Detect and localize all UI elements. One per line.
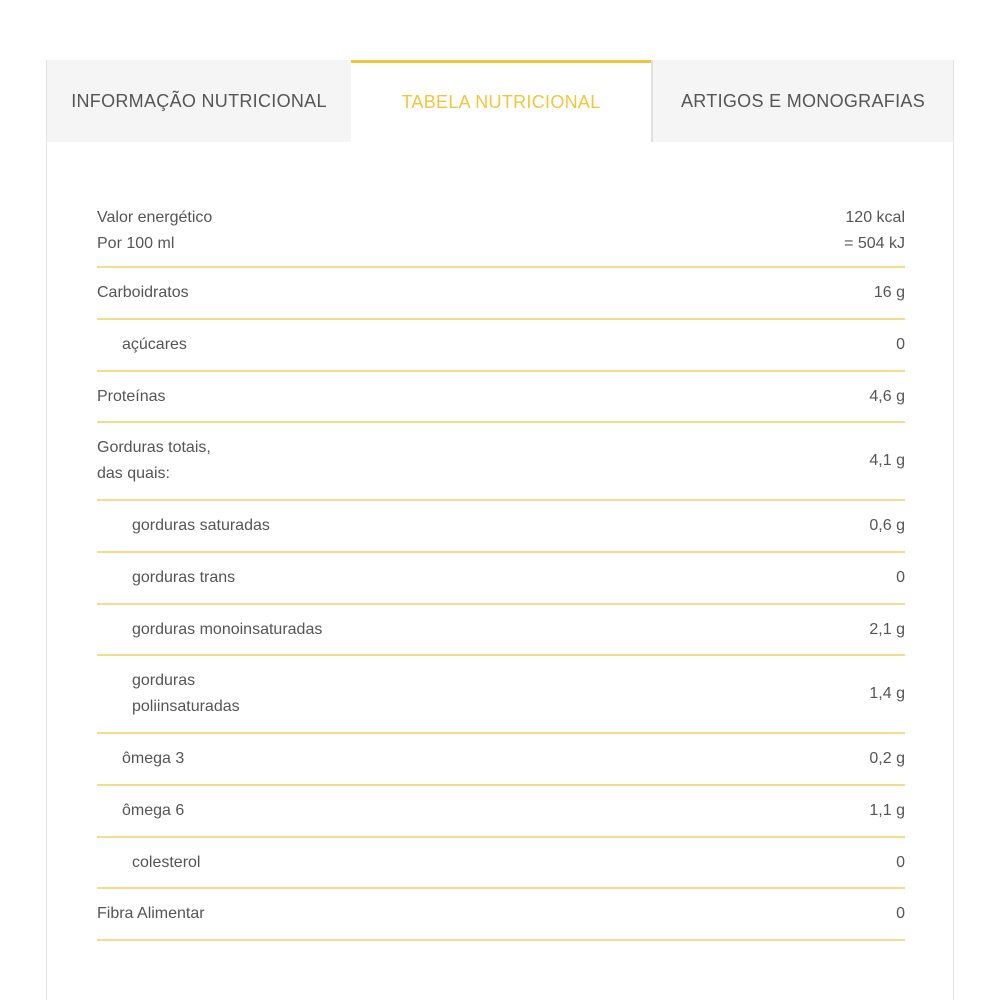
row-value: 1,4 g [869, 685, 905, 702]
nutrition-table [97, 195, 905, 941]
row-value: 16 g [873, 284, 905, 301]
tab-artigos-e-monografias[interactable]: ARTIGOS E MONOGRAFIAS [651, 60, 953, 142]
row-value: 0,2 g [869, 750, 905, 767]
row-label: gorduras poliinsaturadas [132, 672, 240, 715]
row-label: Proteínas [97, 387, 166, 405]
row-label: ômega 3 [122, 750, 185, 767]
table-row [97, 268, 905, 320]
tab-tabela-nutricional[interactable]: TABELA NUTRICIONAL [351, 60, 651, 142]
table-row [97, 320, 905, 372]
table-row [97, 553, 905, 605]
table-row [97, 786, 905, 838]
row-label: açúcares [122, 336, 187, 353]
table-row [97, 501, 905, 553]
row-value: 2,1 g [869, 620, 905, 638]
table-row [97, 372, 905, 423]
row-value: 4,6 g [869, 387, 905, 405]
row-value: 0,6 g [869, 517, 905, 534]
table-row [97, 195, 905, 268]
tab-informacao-nutricional[interactable]: INFORMAÇÃO NUTRICIONAL [47, 60, 351, 142]
row-label: Carboidratos [97, 284, 189, 301]
row-label: Fibra Alimentar [97, 905, 205, 922]
row-value: 120 kcal = 504 kJ [844, 208, 905, 252]
row-label: Valor energético Por 100 ml [97, 208, 213, 252]
row-label: gorduras saturadas [132, 517, 270, 534]
row-label: gorduras monoinsaturadas [132, 620, 323, 638]
row-value: 0 [896, 336, 905, 353]
row-value: 0 [896, 569, 905, 586]
table-row [97, 889, 905, 941]
tab-bar [47, 60, 953, 142]
table-row [97, 656, 905, 734]
row-label: gorduras trans [132, 569, 236, 586]
nutrition-panel [46, 60, 954, 1000]
row-value: 1,1 g [869, 802, 905, 819]
row-value: 4,1 g [869, 452, 905, 469]
table-row [97, 734, 905, 786]
table-row [97, 423, 905, 501]
row-label: ômega 6 [122, 802, 185, 819]
row-label: Gorduras totais, das quais: [97, 439, 211, 482]
row-value: 0 [896, 905, 905, 922]
table-row [97, 838, 905, 889]
row-value: 0 [896, 853, 905, 871]
row-label: colesterol [132, 853, 201, 871]
table-row [97, 605, 905, 656]
